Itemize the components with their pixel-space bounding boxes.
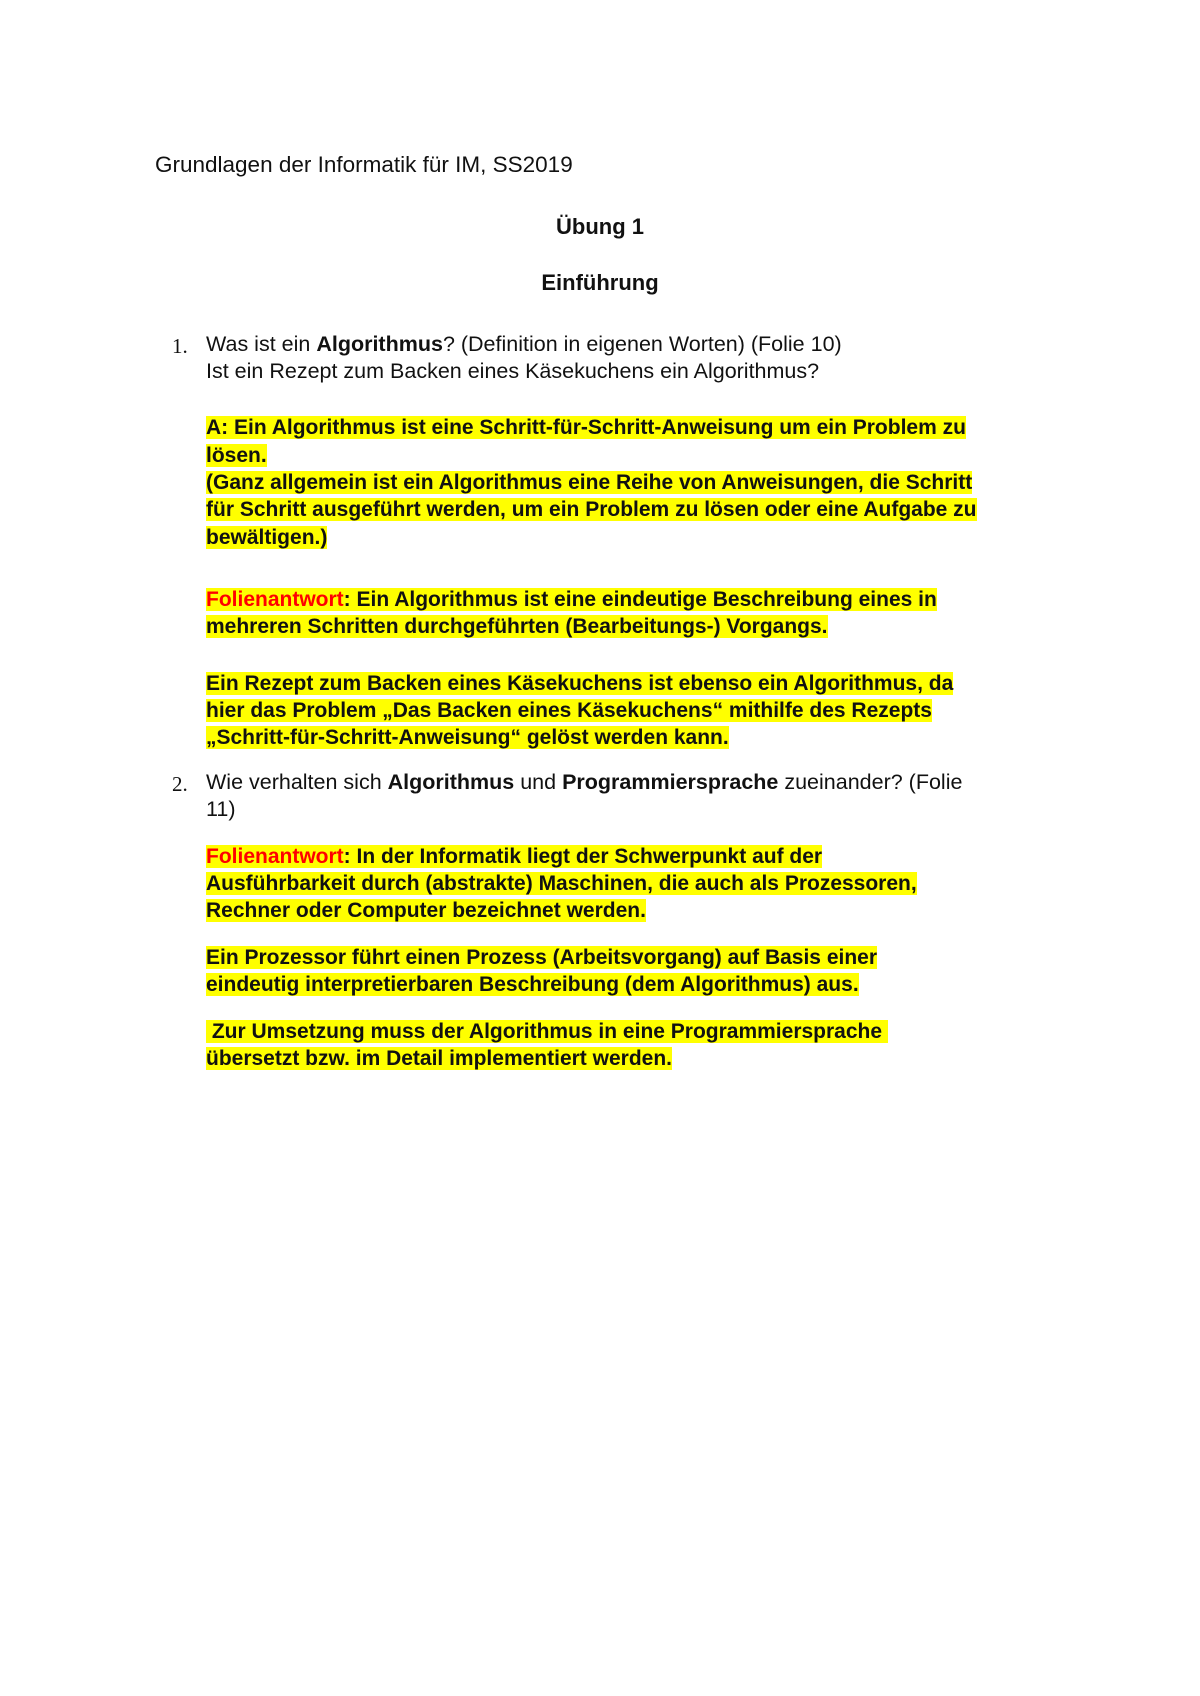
folienantwort-text: : In der Informatik liegt der Schwerpunkt auf der: [343, 845, 823, 868]
highlight: A: Ein Algorithmus ist eine Schritt-für-Schritt-Anweisung um ein Problem zu: [206, 416, 966, 439]
highlight: übersetzt bzw. im Detail implementiert werden.: [206, 1047, 672, 1070]
question-1-pre: Was ist ein: [206, 332, 317, 356]
folienantwort-1-line1: [206, 586, 937, 613]
answer-a-line4: [206, 496, 977, 523]
answer-a-line1: [206, 414, 966, 441]
folienantwort-2-line2: [206, 870, 917, 897]
highlight: Ausführbarkeit durch (abstrakte) Maschinen, die auch als Prozessoren,: [206, 872, 917, 895]
folienantwort-text: : Ein Algorithmus ist eine eindeutige Beschreibung eines in: [343, 588, 937, 611]
highlight: Rechner oder Computer bezeichnet werden.: [206, 899, 646, 922]
rezept-line3: [206, 724, 729, 751]
umsetzung-line2: [206, 1045, 672, 1072]
highlight: Zur Umsetzung muss der Algorithmus in eine Programmiersprache: [206, 1020, 888, 1043]
question-2-text: [206, 769, 962, 796]
question-2-pre: Wie verhalten sich: [206, 770, 388, 794]
question-1-post: ? (Definition in eigenen Worten) (Folie 10): [442, 332, 842, 356]
folienantwort-label: Folienantwort: [206, 845, 344, 868]
highlight: lösen.: [206, 444, 267, 467]
umsetzung-line1: [206, 1018, 888, 1045]
highlight: mehreren Schritten durchgeführten (Bearbeitungs-) Vorgangs.: [206, 615, 828, 638]
question-1-line2: Ist ein Rezept zum Backen eines Käsekuchens ein Algorithmus?: [206, 359, 820, 383]
course-header: Grundlagen der Informatik für IM, SS2019: [155, 152, 573, 177]
highlight: bewältigen.): [206, 526, 328, 549]
rezept-line2: [206, 697, 932, 724]
answer-a-line5: [206, 524, 327, 551]
answer-a-line2: [206, 442, 267, 469]
highlight: eindeutig interpretierbaren Beschreibung (dem Algorithmus) aus.: [206, 973, 859, 996]
question-2-keyword-2: Programmiersprache: [562, 770, 779, 794]
question-2-number: 2.: [172, 772, 188, 796]
question-1-keyword: Algorithmus: [316, 332, 443, 356]
exercise-subtitle: Einführung: [541, 270, 659, 295]
question-2-post: zueinander? (Folie: [778, 770, 963, 794]
highlight: „Schritt-für-Schritt-Anweisung“ gelöst werden kann.: [206, 726, 729, 749]
question-2-line2: 11): [206, 797, 236, 821]
highlight: Ein Rezept zum Backen eines Käsekuchens ist ebenso ein Algorithmus, da: [206, 672, 954, 695]
prozessor-line1: [206, 944, 877, 971]
highlight: für Schritt ausgeführt werden, um ein Problem zu lösen oder eine Aufgabe zu: [206, 498, 977, 521]
highlight: Ein Prozessor führt einen Prozess (Arbeitsvorgang) auf Basis einer: [206, 946, 878, 969]
question-2-mid: und: [514, 770, 563, 794]
question-1-number: 1.: [172, 334, 188, 358]
answer-a-line3: [206, 469, 972, 496]
highlight: (Ganz allgemein ist ein Algorithmus eine Reihe von Anweisungen, die Schritt: [206, 471, 973, 494]
folienantwort-2-line1: [206, 843, 822, 870]
folienantwort-label: Folienantwort: [206, 588, 344, 611]
question-1-text: [206, 331, 842, 358]
folienantwort-2-line3: [206, 897, 646, 924]
folienantwort-1-line2: [206, 613, 828, 640]
exercise-title: Übung 1: [556, 214, 644, 239]
highlight: hier das Problem „Das Backen eines Käsekuchens“ mithilfe des Rezepts: [206, 699, 932, 722]
prozessor-line2: [206, 971, 859, 998]
question-2-keyword-1: Algorithmus: [387, 770, 515, 794]
rezept-line1: [206, 670, 953, 697]
